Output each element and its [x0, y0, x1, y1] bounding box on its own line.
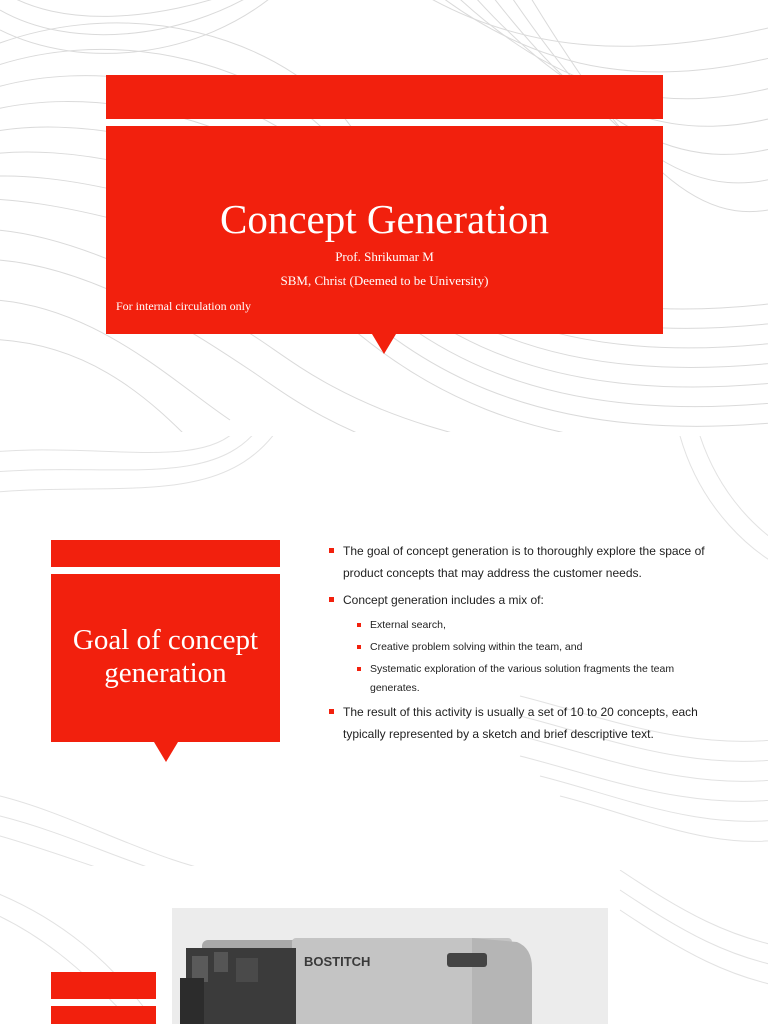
bullet-item: Concept generation includes a mix of:: [328, 589, 723, 611]
sub-bullet-item: External search,: [355, 616, 723, 635]
title-box-pointer: [372, 334, 396, 354]
title-accent-bar: [106, 75, 663, 119]
circulation-note: For internal circulation only: [116, 299, 251, 313]
sub-bullet-item: Systematic exploration of the various solution fragments the team generates.: [355, 660, 723, 698]
goal-slide: [0, 436, 768, 866]
product-slide: [0, 870, 768, 1024]
bullet-list: [328, 540, 723, 750]
title-slide: [0, 0, 768, 432]
author: Prof. Shrikumar M: [335, 249, 434, 264]
affiliation: SBM, Christ (Deemed to be University): [280, 273, 489, 288]
brand-logo: BOSTITCH: [304, 954, 371, 969]
title-accent-bar: [51, 972, 156, 999]
slide-title: Concept Generation: [219, 196, 550, 242]
bullet-item: The result of this activity is usually a set of 10 to 20 concepts, each typically represented by a sketch and brief descriptive text.: [328, 701, 723, 745]
bullet-item: The goal of concept generation is to thoroughly explore the space of product concepts that may address the customer needs.: [328, 540, 723, 584]
title-accent-bar: [51, 540, 280, 567]
title-box-pointer: [154, 742, 178, 762]
slide-title: Goal of concept generation: [72, 624, 259, 689]
sub-bullet-item: Creative problem solving within the team, and: [355, 638, 723, 657]
product-image: [172, 908, 608, 1024]
nail-gun-illustration: [172, 908, 608, 1024]
title-box: [51, 1006, 156, 1024]
